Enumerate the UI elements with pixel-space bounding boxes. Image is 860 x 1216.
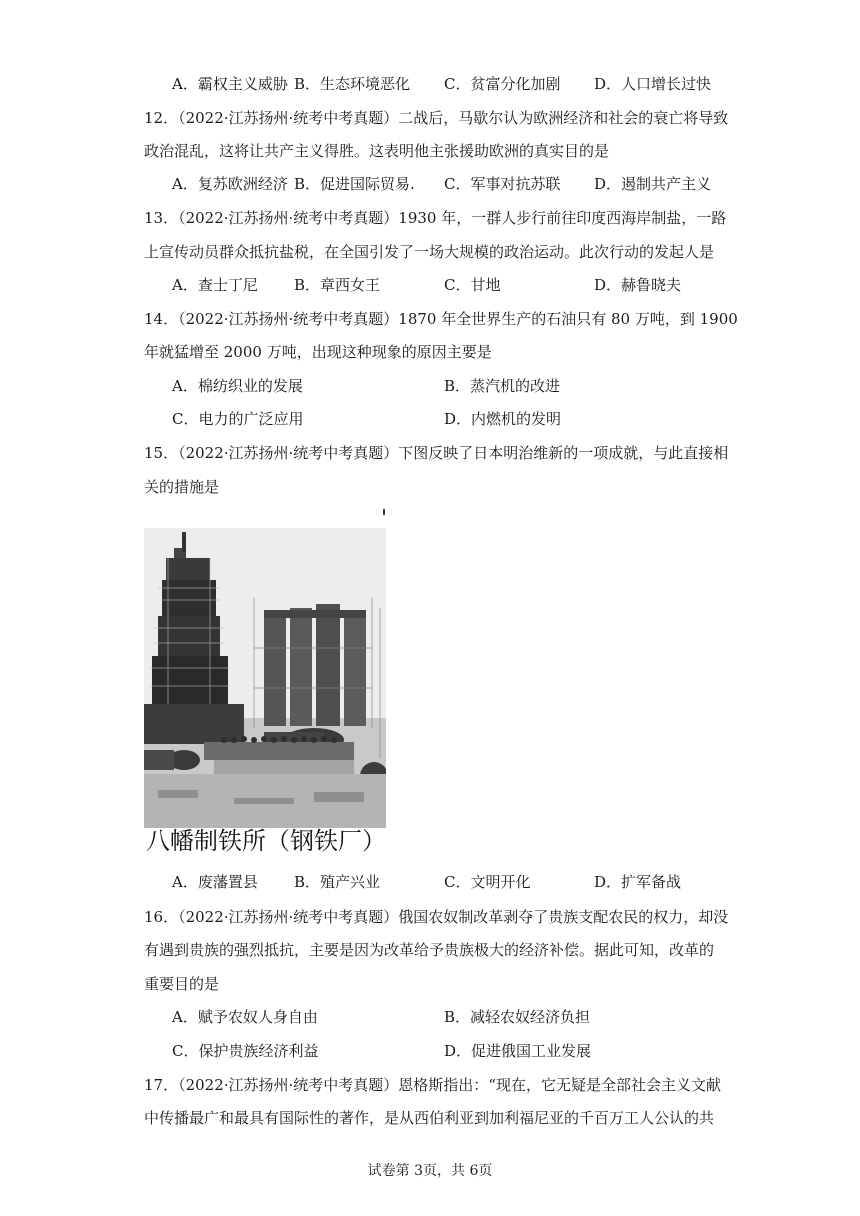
q17-stem-line-2: 中传播最广和最具有国际性的著作，是从西伯利亚到加利福尼亚的千百万工人公认的共 [144, 1109, 715, 1127]
q16-option-c: C．保护贵族经济利益 [172, 1042, 319, 1060]
q16-option-b: B．减轻农奴经济负担 [444, 1008, 591, 1026]
q16-option-a: A．赋予农奴人身自由 [172, 1008, 318, 1026]
steel-mill-photo [144, 528, 386, 828]
q14-stem-line-2: 年就猛增至 2000 万吨，出现这种现象的原因主要是 [144, 343, 492, 361]
q11-option-c: C．贫富分化加剧 [444, 75, 561, 93]
q13-stem-line-2: 上宣传动员群众抵抗盐税，在全国引发了一场大规模的政治运动。此次行动的发起人是 [144, 243, 715, 261]
q17-stem-line-1: 17．（2022·江苏扬州·统考中考真题）恩格斯指出：“现在，它无疑是全部社会主义文献 [144, 1076, 721, 1094]
q12-option-c: C．军事对抗苏联 [444, 175, 561, 193]
q14-option-d: D．内燃机的发明 [444, 410, 562, 428]
q15-stem-line-2: 关的措施是 [144, 478, 220, 496]
q13-stem-line-1: 13．（2022·江苏扬州·统考中考真题）1930 年，一群人步行前往印度西海岸制盐，一路 [144, 209, 727, 227]
q15-stem-line-1: 15．（2022·江苏扬州·统考中考真题）下图反映了日本明治维新的一项成就，与此直接相 [144, 444, 729, 462]
q16-stem-line-1: 16．（2022·江苏扬州·统考中考真题）俄国农奴制改革剥夺了贵族支配农民的权力，却没 [144, 908, 729, 926]
q11-option-b: B．生态环境恶化 [294, 75, 411, 93]
q12-option-d: D．遏制共产主义 [594, 175, 712, 193]
q14-stem-line-1: 14．（2022·江苏扬州·统考中考真题）1870 年全世界生产的石油只有 80 万吨，到 1900 [144, 310, 738, 328]
stray-mark [383, 509, 385, 515]
page-footer: 试卷第 3页，共 6页 [367, 1163, 493, 1179]
q14-option-c: C．电力的广泛应用 [172, 410, 304, 428]
q12-option-b: B．促进国际贸易. [294, 175, 415, 193]
q11-option-a: A．霸权主义威胁 [172, 75, 288, 93]
q15-option-b: B．殖产兴业 [294, 873, 381, 891]
q15-option-a: A．废藩置县 [172, 873, 258, 891]
q12-stem-line-2: 政治混乱，这将让共产主义得胜。这表明他主张援助欧洲的真实目的是 [144, 142, 610, 160]
q13-option-a: A．查士丁尼 [172, 276, 258, 294]
q11-option-d: D．人口增长过快 [594, 75, 712, 93]
q13-option-b: B．章西女王 [294, 276, 381, 294]
q15-option-c: C．文明开化 [444, 873, 531, 891]
q16-stem-line-2: 有遇到贵族的强烈抵抗，主要是因为改革给予贵族极大的经济补偿。据此可知，改革的 [144, 941, 715, 959]
q16-stem-line-3: 重要目的是 [144, 975, 220, 993]
q12-stem-line-1: 12．（2022·江苏扬州·统考中考真题）二战后，马歇尔认为欧洲经济和社会的衰亡将导致 [144, 109, 729, 127]
q14-option-b: B．蒸汽机的改进 [444, 377, 561, 395]
q13-option-c: C．甘地 [444, 276, 501, 294]
photo-caption: 八幡制铁所（钢铁厂） [146, 827, 386, 855]
q13-option-d: D．赫鲁晓夫 [594, 276, 682, 294]
q15-option-d: D．扩军备战 [594, 873, 682, 891]
q14-option-a: A．棉纺织业的发展 [172, 377, 303, 395]
q16-option-d: D．促进俄国工业发展 [444, 1042, 592, 1060]
q12-option-a: A．复苏欧洲经济 [172, 175, 288, 193]
